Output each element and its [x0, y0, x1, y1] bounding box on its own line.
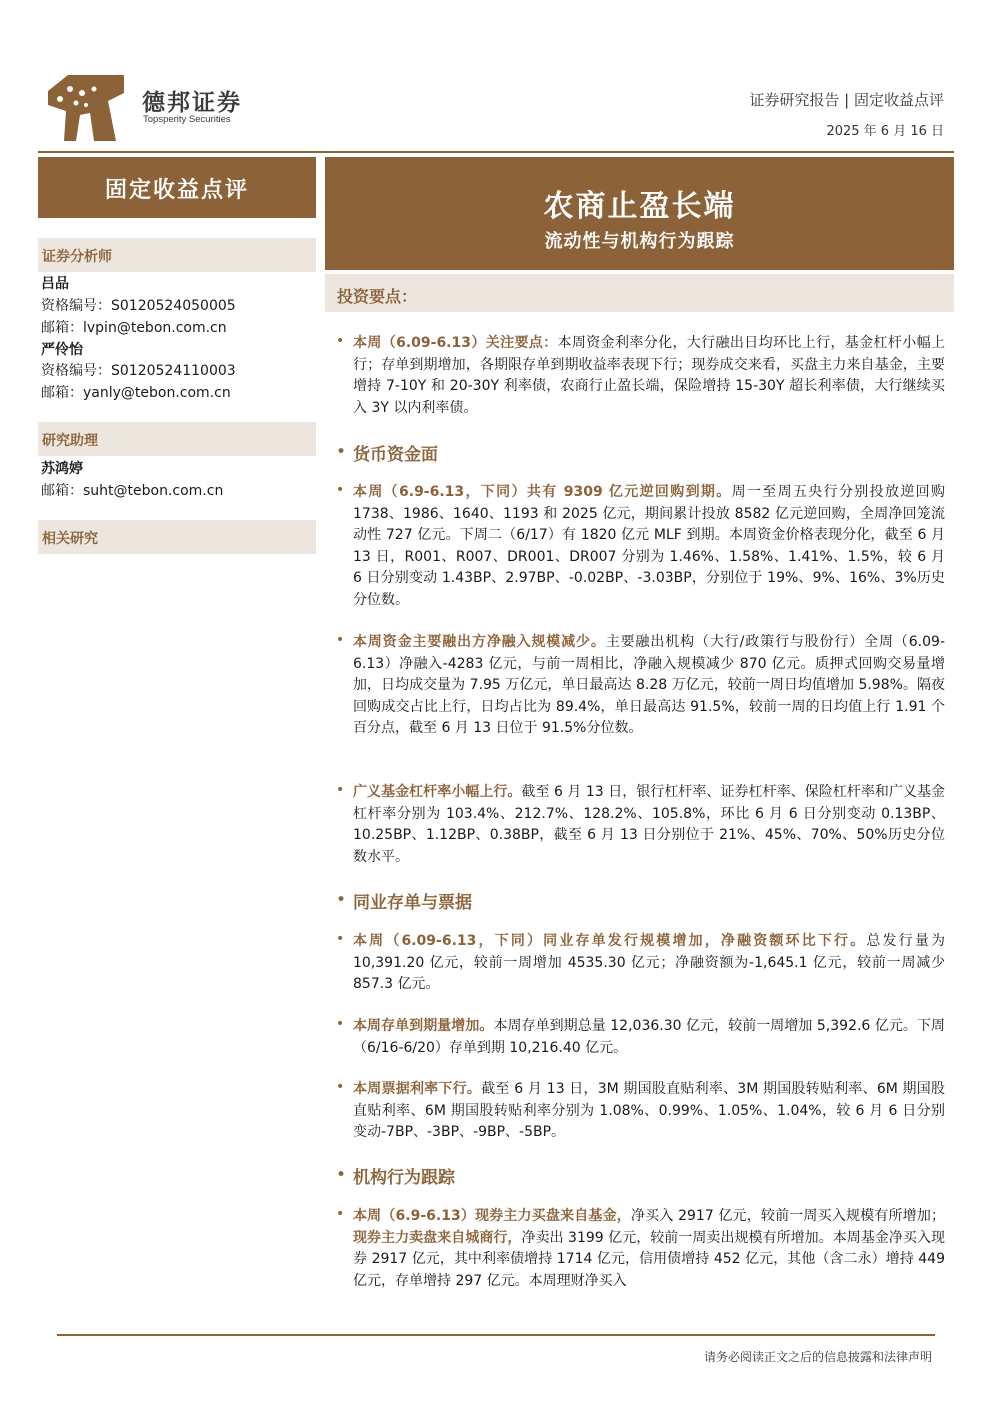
- footer-disclaimer: 请务必阅读正文之后的信息披露和法律声明: [703, 1350, 932, 1364]
- assistant-section-header: [38, 422, 316, 456]
- analyst-email[interactable]: 邮箱：yanly@tebon.com.cn: [41, 385, 231, 401]
- title-banner: [325, 157, 954, 270]
- bullet-icon: •: [336, 782, 345, 798]
- paragraph-lead: 本周（6.9-6.13，下同）共有 9309 亿元逆回购到期。: [353, 484, 732, 500]
- paragraph-text: 本周资金利率分化，大行融出日均环比上行，基金杠杆小幅上行；存单到期增加，各期限存单到期收益率表现下行；现券成交来看，买盘主力来自基金，主要增持 7-10Y 和 20-30Y 利率债，农商行止盈长端，保险增持 15-30Y 超长利率债，大行继续买入 3Y 以内利率债。: [353, 335, 945, 416]
- key-point-paragraph: [353, 1016, 945, 1059]
- paragraph-text: 周一至周五央行分别投放逆回购 1738、1986、1640、1193 和 2025 亿元，期间累计投放 8582 亿元逆回购，全周净回笼流动性 727 亿元。下周二（6/17）有 1820 亿元 MLF 到期。本周资金价格表现分化，截至 6 月 13 日，R001、R007、DR001、DR007 分别为 1.46%、1.58%、1.41%、1.5%，较 6 月 6 日分别变动 1.43BP、2.97BP、-0.02BP、-3.03BP，分别位于 19%、9%、16%、3%历史分位数。: [353, 484, 945, 608]
- bullet-icon: •: [336, 1206, 345, 1222]
- paragraph-lead: 本周（6.09-6.13，下同）同业存单发行规模增加，净融资额环比下行。: [353, 933, 867, 949]
- key-point-paragraph: [353, 782, 945, 868]
- related-research-label[interactable]: 相关研究: [42, 531, 98, 547]
- section-heading: 同业存单与票据: [353, 893, 472, 913]
- key-points-label: 投资要点：: [337, 287, 418, 306]
- paragraph-text: 净卖出 3199 亿元，较前一周卖出规模有所增加。本周基金净买入现券 2917 亿元，其中利率债增持 1714 亿元，信用债增持 452 亿元，其他（含二永）增持 449 亿元，存单增持 297 亿元。本周理财净买入: [353, 1229, 946, 1289]
- bullet-icon: •: [336, 442, 347, 462]
- paragraph-lead: 本周票据利率下行。: [353, 1081, 482, 1097]
- related-research-header: [38, 520, 316, 554]
- brand-name-cn: 德邦证券: [142, 90, 242, 116]
- bullet-icon: •: [336, 890, 347, 910]
- key-point-paragraph: [353, 333, 945, 419]
- analyst-cert: 资格编号：S0120524050005: [41, 298, 236, 314]
- paragraph-text: 截至 6 月 13 日，银行杠杆率、证券杠杆率、保险杠杆率和广义基金杠杆率分别为 103.4%、212.7%、128.2%、105.8%，环比 6 月 6 日分别变动 0.13BP、10.25BP、1.12BP、0.38BP，截至 6 月 13 日分别位于 21%、45%、70%、50%历史分位数水平。: [353, 784, 945, 865]
- paragraph-lead: 本周（6.9-6.13）现券主力买盘来自基金，: [353, 1208, 631, 1224]
- paragraph-text: 净买入 2917 亿元，较前一周买入规模有所增加；: [630, 1208, 946, 1224]
- paragraph-lead: 现券主力卖盘来自城商行，: [353, 1229, 522, 1246]
- report-date: 2025 年 6 月 16 日: [826, 124, 944, 139]
- bullet-icon: •: [336, 482, 345, 498]
- left-title-banner: [38, 157, 316, 218]
- bullet-icon: •: [336, 1165, 347, 1185]
- report-type: 证券研究报告 | 固定收益点评: [749, 91, 944, 109]
- report-title: 农商止盈长端: [543, 189, 736, 224]
- report-subtitle: 流动性与机构行为跟踪: [544, 231, 735, 252]
- bullet-icon: •: [336, 1079, 345, 1095]
- assistant-email[interactable]: 邮箱：suht@tebon.com.cn: [41, 483, 224, 499]
- bullet-icon: •: [336, 1016, 345, 1032]
- paragraph-lead: 广义基金杠杆率小幅上行。: [353, 784, 522, 800]
- analyst-section-header: [38, 238, 316, 272]
- analyst-cert: 资格编号：S0120524110003: [41, 363, 236, 379]
- paragraph-text: 截至 6 月 13 日，3M 期国股直贴利率、3M 期国股转贴利率、6M 期国股直贴利率、6M 期国股转贴利率分别为 1.08%、0.99%、1.05%、1.04%，较 6 月 6 日分别变动-7BP、-3BP、-9BP、-5BP。: [353, 1081, 945, 1140]
- analyst-section-label: 证券分析师: [42, 249, 112, 265]
- key-point-paragraph: [353, 632, 945, 740]
- company-logo: [46, 75, 124, 141]
- bullet-icon: •: [336, 632, 345, 648]
- section-heading: 货币资金面: [353, 445, 438, 465]
- key-point-paragraph: [353, 1206, 945, 1292]
- key-point-paragraph: [353, 482, 945, 611]
- key-point-paragraph: [353, 1079, 945, 1144]
- report-category-title: 固定收益点评: [104, 178, 249, 203]
- analyst-name: 吕品: [41, 276, 69, 292]
- paragraph-text: 本周存单到期总量 12,036.30 亿元，较前一周增加 5,392.6 亿元。下周（6/16-6/20）存单到期 10,216.40 亿元。: [353, 1018, 945, 1056]
- analyst-name: 严伶怡: [41, 342, 83, 358]
- footer-divider: [57, 1334, 935, 1336]
- section-heading: 机构行为跟踪: [353, 1168, 455, 1188]
- paragraph-text: 主要融出机构（大行/政策行与股份行）全周（6.09-6.13）净融入-4283 亿元，与前一周相比，净融入规模减少 870 亿元。质押式回购交易量增加，日均成交量为 7.95 万亿元，单日最高达 8.28 万亿元，较前一周日均值增加 5.98%。隔夜回购成交占比上行，日均占比为 89.4%，单日最高达 91.5%，较前一周的日均值上行 1.91 个百分点，截至 6 月 13 日位于 91.5%分位数。: [353, 634, 945, 736]
- paragraph-lead: 本周资金主要融出方净融入规模减少。: [353, 634, 606, 650]
- bullet-icon: •: [336, 333, 345, 349]
- brand-name-en: Topsperity Securities: [143, 114, 231, 125]
- key-point-paragraph: [353, 931, 945, 996]
- paragraph-lead: 本周（6.09-6.13）关注要点：: [353, 335, 558, 351]
- paragraph-text: 总发行量为 10,391.20 亿元，较前一周增加 4535.30 亿元；净融资额为-1,645.1 亿元，较前一周减少 857.3 亿元。: [353, 933, 945, 992]
- assistant-name: 苏鸿婷: [41, 461, 83, 477]
- bullet-icon: •: [336, 931, 345, 947]
- key-points-header: [325, 274, 954, 312]
- analyst-email[interactable]: 邮箱：lvpin@tebon.com.cn: [41, 320, 227, 336]
- header-divider: [38, 151, 954, 153]
- assistant-section-label: 研究助理: [42, 433, 98, 449]
- paragraph-lead: 本周存单到期量增加。: [353, 1018, 494, 1034]
